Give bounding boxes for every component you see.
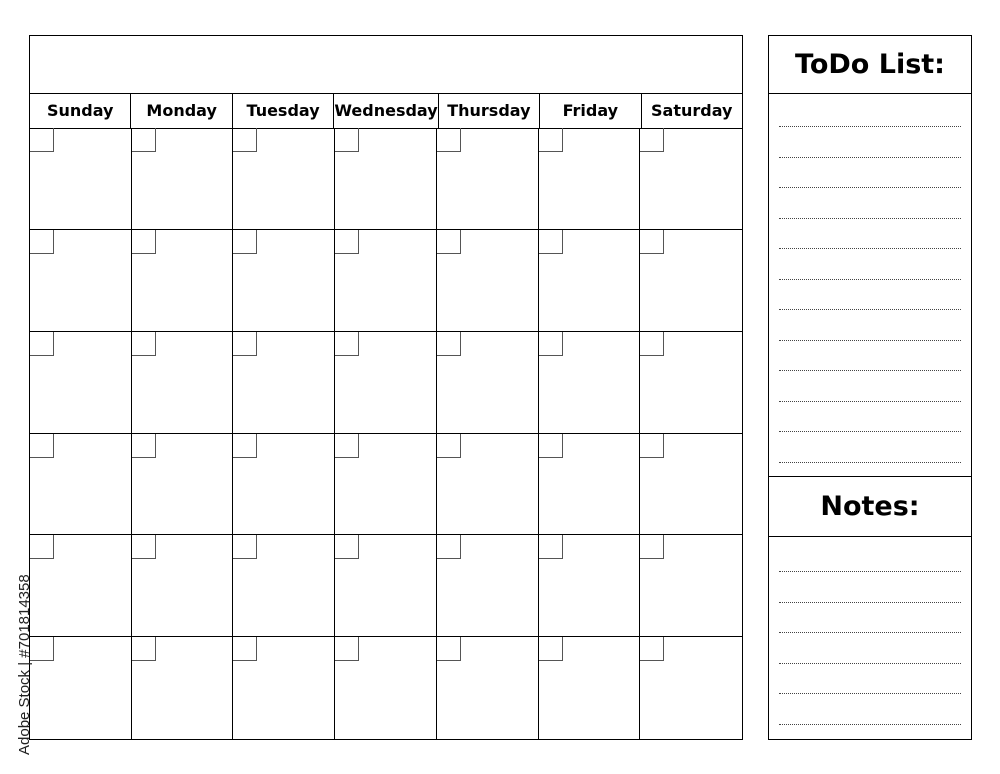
writing-line[interactable] (779, 462, 961, 463)
notes-panel (768, 476, 972, 740)
day-cell[interactable] (335, 535, 437, 637)
date-number-box[interactable] (335, 434, 359, 458)
stock-id-watermark: Adobe Stock | #701814358 (16, 574, 33, 755)
day-cell[interactable] (30, 535, 132, 637)
day-cell[interactable] (539, 230, 641, 332)
date-number-box[interactable] (640, 230, 664, 254)
writing-line[interactable] (779, 401, 961, 402)
day-cell[interactable] (335, 434, 437, 536)
day-cell[interactable] (640, 637, 742, 739)
date-number-box[interactable] (539, 128, 563, 152)
day-cell[interactable] (640, 434, 742, 536)
day-cell[interactable] (132, 230, 234, 332)
date-number-box[interactable] (233, 128, 257, 152)
date-number-box[interactable] (132, 434, 156, 458)
date-number-box[interactable] (30, 637, 54, 661)
date-number-box[interactable] (132, 535, 156, 559)
day-cell[interactable] (335, 637, 437, 739)
writing-line[interactable] (779, 279, 961, 280)
weekday-header-row (30, 93, 742, 129)
date-number-box[interactable] (233, 332, 257, 356)
day-cell[interactable] (30, 637, 132, 739)
date-number-box[interactable] (335, 230, 359, 254)
date-number-box[interactable] (335, 535, 359, 559)
todo-lines[interactable] (779, 93, 961, 476)
writing-line[interactable] (779, 602, 961, 603)
day-cell[interactable] (539, 434, 641, 536)
day-cell[interactable] (233, 535, 335, 637)
date-number-box[interactable] (539, 434, 563, 458)
writing-line[interactable] (779, 187, 961, 188)
todo-title: ToDo List: (769, 36, 971, 94)
weekday-sunday: Sunday (30, 93, 131, 128)
date-number-box[interactable] (640, 332, 664, 356)
writing-line[interactable] (779, 309, 961, 310)
day-cell[interactable] (132, 535, 234, 637)
day-cell[interactable] (30, 230, 132, 332)
month-title-bar[interactable] (30, 36, 742, 94)
day-cell[interactable] (233, 230, 335, 332)
date-number-box[interactable] (30, 332, 54, 356)
notes-title: Notes: (769, 477, 971, 537)
date-number-box[interactable] (539, 230, 563, 254)
date-number-box[interactable] (233, 230, 257, 254)
day-cell[interactable] (233, 637, 335, 739)
day-cell[interactable] (335, 230, 437, 332)
day-cell[interactable] (640, 128, 742, 230)
weekday-friday: Friday (540, 93, 641, 128)
day-cell[interactable] (335, 128, 437, 230)
day-cell[interactable] (640, 230, 742, 332)
writing-line[interactable] (779, 663, 961, 664)
writing-line[interactable] (779, 693, 961, 694)
writing-line[interactable] (779, 370, 961, 371)
date-number-box[interactable] (335, 332, 359, 356)
date-number-box[interactable] (233, 434, 257, 458)
writing-line[interactable] (779, 571, 961, 572)
date-number-box[interactable] (539, 332, 563, 356)
day-cell[interactable] (437, 637, 539, 739)
weekday-monday: Monday (131, 93, 232, 128)
day-cell[interactable] (30, 434, 132, 536)
day-cell[interactable] (132, 637, 234, 739)
day-cell[interactable] (640, 332, 742, 434)
day-cell[interactable] (437, 434, 539, 536)
date-number-box[interactable] (233, 637, 257, 661)
weekday-saturday: Saturday (651, 101, 733, 120)
todo-panel (768, 35, 972, 477)
weekday-tuesday: Tuesday (233, 93, 334, 128)
day-cell[interactable] (233, 434, 335, 536)
day-cell[interactable] (539, 332, 641, 434)
date-number-box[interactable] (640, 434, 664, 458)
date-number-box[interactable] (233, 535, 257, 559)
writing-line[interactable] (779, 632, 961, 633)
day-cell[interactable] (233, 128, 335, 230)
date-number-box[interactable] (437, 434, 461, 458)
day-cell[interactable] (233, 332, 335, 434)
day-cell[interactable] (30, 332, 132, 434)
date-number-box[interactable] (640, 535, 664, 559)
date-number-box[interactable] (335, 128, 359, 152)
weekday-wednesday: Wednesday (334, 93, 438, 128)
date-number-box[interactable] (437, 637, 461, 661)
calendar-grid (29, 35, 743, 740)
date-number-box[interactable] (30, 128, 54, 152)
day-cell[interactable] (437, 128, 539, 230)
day-cell[interactable] (539, 128, 641, 230)
weekday-thursday: Thursday (439, 93, 540, 128)
day-cell[interactable] (30, 128, 132, 230)
day-cell[interactable] (132, 128, 234, 230)
date-number-box[interactable] (132, 230, 156, 254)
day-cell[interactable] (437, 332, 539, 434)
writing-line[interactable] (779, 248, 961, 249)
day-cell[interactable] (539, 637, 641, 739)
date-number-box[interactable] (437, 230, 461, 254)
day-cell[interactable] (437, 230, 539, 332)
day-cell[interactable] (640, 535, 742, 637)
date-number-box[interactable] (640, 128, 664, 152)
day-cell[interactable] (132, 332, 234, 434)
writing-line[interactable] (779, 431, 961, 432)
date-number-box[interactable] (539, 637, 563, 661)
date-number-box[interactable] (335, 637, 359, 661)
date-number-box[interactable] (437, 535, 461, 559)
date-number-box[interactable] (132, 637, 156, 661)
date-number-box[interactable] (30, 434, 54, 458)
date-number-box[interactable] (640, 637, 664, 661)
day-cell[interactable] (539, 535, 641, 637)
date-number-box[interactable] (539, 535, 563, 559)
day-cells (30, 128, 742, 739)
day-cell[interactable] (132, 434, 234, 536)
writing-line[interactable] (779, 157, 961, 158)
date-number-box[interactable] (30, 535, 54, 559)
writing-line[interactable] (779, 340, 961, 341)
date-number-box[interactable] (132, 332, 156, 356)
date-number-box[interactable] (437, 332, 461, 356)
writing-line[interactable] (779, 724, 961, 725)
notes-lines[interactable] (779, 536, 961, 739)
day-cell[interactable] (437, 535, 539, 637)
date-number-box[interactable] (132, 128, 156, 152)
day-cell[interactable] (335, 332, 437, 434)
writing-line[interactable] (779, 218, 961, 219)
date-number-box[interactable] (437, 128, 461, 152)
writing-line[interactable] (779, 126, 961, 127)
date-number-box[interactable] (30, 230, 54, 254)
